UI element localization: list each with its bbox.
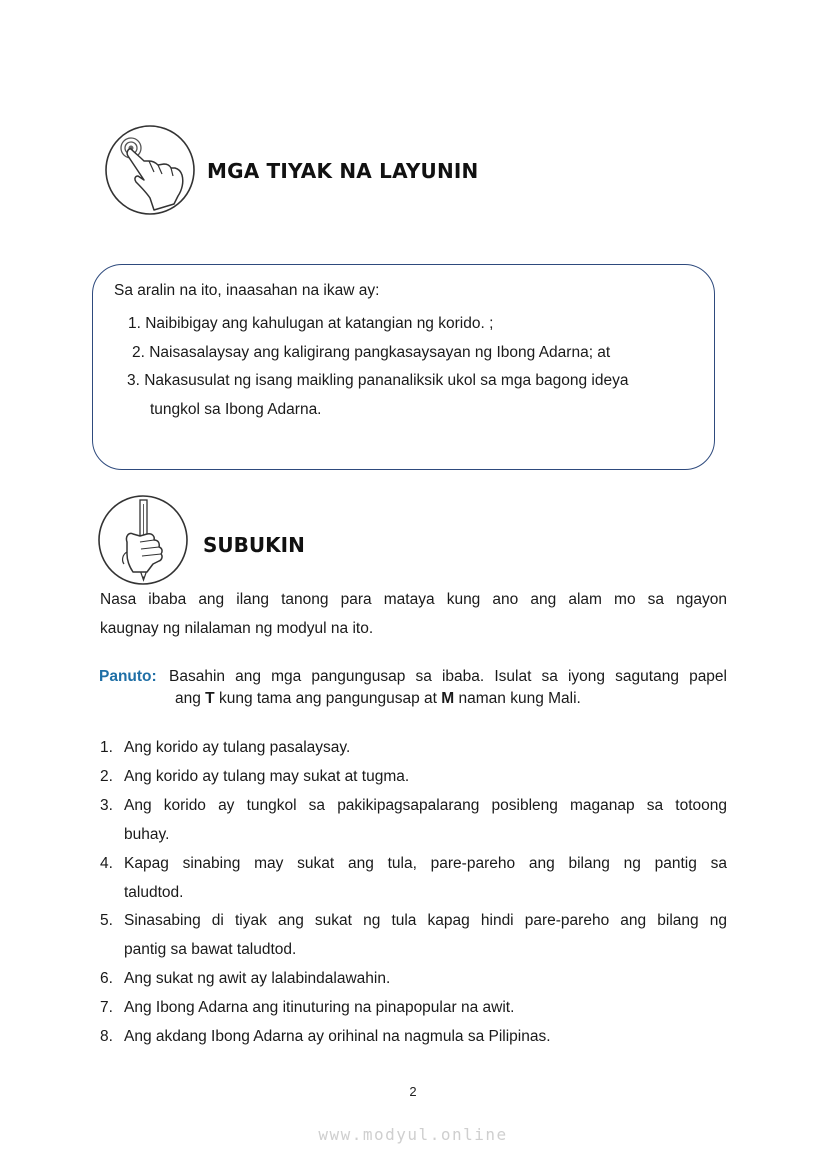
question-text: Ang Ibong Adarna ang itinuturing na pinapopular na awit. xyxy=(124,999,515,1016)
section-title-subukin: SUBUKIN xyxy=(203,533,305,557)
panuto-line1: Basahin ang mga pangungusap sa ibaba. Isulat sa iyong sagutang papel xyxy=(169,668,727,685)
question-number: 5. xyxy=(100,912,113,929)
question-text: Ang korido ay tulang pasalaysay. xyxy=(124,739,351,756)
question-number: 1. xyxy=(100,739,113,756)
finger-tap-icon xyxy=(104,124,196,216)
section-title-objectives: MGA TIYAK NA LAYUNIN xyxy=(207,159,479,183)
question-number: 8. xyxy=(100,1028,113,1045)
question-text: Kapag sinabing may sukat ang tula, pare-pareho ang bilang ng pantig sa xyxy=(124,855,727,872)
objective-item-3: 3. Nakasusulat ng isang maikling pananaliksik ukol sa mga bagong ideya xyxy=(127,372,629,389)
question-text: Ang korido ay tungkol sa pakikipagsapalarang posibleng maganap sa totoong xyxy=(124,797,727,814)
question-text: Sinasabing di tiyak ang sukat ng tula kapag hindi pare-pareho ang bilang ng xyxy=(124,912,727,929)
panuto-true-letter: T xyxy=(205,690,215,707)
question-number: 6. xyxy=(100,970,113,987)
panuto-line2 xyxy=(175,690,581,708)
panuto-false-letter: M xyxy=(441,690,455,707)
objective-item-1: 1. Naibibigay ang kahulugan at katangian ng korido. ; xyxy=(128,315,494,332)
question-number: 2. xyxy=(100,768,113,785)
question-text-continued: pantig sa bawat taludtod. xyxy=(124,941,297,958)
subukin-intro-line1: Nasa ibaba ang ilang tanong para mataya kung ano ang alam mo sa ngayon xyxy=(100,591,727,608)
panuto-label xyxy=(99,668,157,686)
question-text-continued: buhay. xyxy=(124,826,170,843)
question-number: 7. xyxy=(100,999,113,1016)
question-number: 3. xyxy=(100,797,113,814)
hand-pencil-icon xyxy=(97,494,189,586)
panuto-line2-b: kung tama ang pangungusap at xyxy=(214,690,442,707)
panuto-line2-a: ang xyxy=(175,690,206,707)
subukin-intro-line2: kaugnay ng nilalaman ng modyul na ito. xyxy=(100,620,374,637)
question-text: Ang korido ay tulang may sukat at tugma. xyxy=(124,768,410,785)
question-text: Ang akdang Ibong Adarna ay orihinal na nagmula sa Pilipinas. xyxy=(124,1028,551,1045)
question-text: Ang sukat ng awit ay lalabindalawahin. xyxy=(124,970,391,987)
panuto-line2-c: naman kung Mali. xyxy=(454,690,581,707)
objective-item-3-continued: tungkol sa Ibong Adarna. xyxy=(150,401,322,418)
page-number: 2 xyxy=(409,1084,417,1099)
question-text-continued: taludtod. xyxy=(124,884,184,901)
question-number: 4. xyxy=(100,855,113,872)
objectives-intro: Sa aralin na ito, inaasahan na ikaw ay: xyxy=(114,282,380,299)
panuto-label-text: Panuto: xyxy=(99,668,157,685)
watermark: www.modyul.online xyxy=(318,1125,508,1144)
objective-item-2: 2. Naisasalaysay ang kaligirang pangkasaysayan ng Ibong Adarna; at xyxy=(132,344,611,361)
